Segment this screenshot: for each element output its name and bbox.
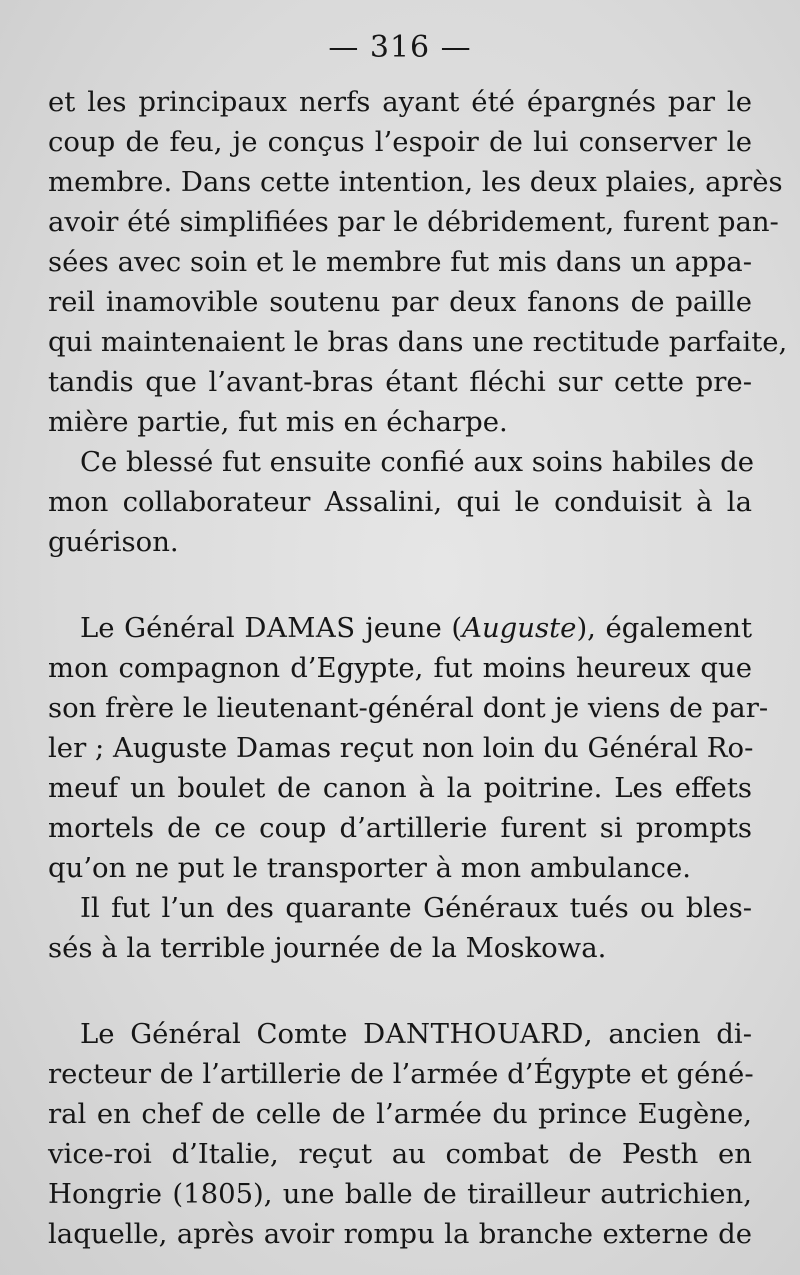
text-line: avoir été simplifiées par le débridement, furent pan- [48,206,779,238]
text-line: reil inamovible soutenu par deux fanons de paille [48,286,752,318]
text-line: ler ; Auguste Damas reçut non loin du Général Ro- [48,732,754,764]
paragraph-4 [48,888,752,968]
paragraph-3 [48,608,769,888]
text-line: Ce blessé fut ensuite confié aux soins habiles de [80,446,755,478]
text-line: qu’on ne put le transporter à mon ambulance. [48,852,691,884]
text-line [48,1014,752,1054]
text-segment: Le Général Comte [80,1018,364,1050]
text-line: mière partie, fut mis en écharpe. [48,406,508,438]
text-line: tandis que l’avant-bras étant fléchi sur cette pre- [48,366,752,398]
section-gap [48,562,752,608]
text-line: recteur de l’artillerie de l’armée d’Égypte et géné- [48,1058,754,1090]
text-line: son frère le lieutenant-général dont je viens de par- [48,692,769,724]
text-line: laquelle, après avoir rompu la branche externe de [48,1218,752,1250]
given-name-italic: Auguste [462,612,577,644]
text-line: et les principaux nerfs ayant été épargnés par le [48,86,752,118]
text-line: guérison. [48,526,179,558]
section-gap [48,968,752,1014]
general-name: DANTHOUARD [363,1018,584,1050]
text-line: sés à la terrible journée de la Moskowa. [48,932,607,964]
text-line [48,608,752,648]
text-line: sées avec soin et le membre fut mis dans un appa- [48,246,752,278]
text-line: vice-roi d’Italie, reçut au combat de Pesth en [48,1138,752,1170]
text-line: Il fut l’un des quarante Généraux tués ou bles- [80,892,752,924]
text-line: membre. Dans cette intention, les deux plaies, après [48,166,783,198]
paragraph-1 [48,82,788,442]
text-line: qui maintenaient le bras dans une rectitude parfaite, [48,326,788,358]
text-line: mon compagnon d’Egypte, fut moins heureux que [48,652,752,684]
text-segment: , ancien di- [583,1018,752,1050]
page-number: — 316 — [328,30,472,65]
general-name: DAMAS [244,612,356,644]
text-segment: jeune ( [355,612,463,644]
paragraph-5 [48,1014,752,1254]
text-line: meuf un boulet de canon à la poitrine. Les effets [48,772,752,804]
text-line: Hongrie (1805), une balle de tirailleur autrichien, [48,1178,752,1210]
text-segment: ), également [576,612,752,644]
paragraph-2 [48,442,755,562]
text-line: ral en chef de celle de l’armée du prince Eugène, [48,1098,752,1130]
text-line: coup de feu, je conçus l’espoir de lui conserver le [48,126,752,158]
body-text [48,82,788,1254]
text-line: mon collaborateur Assalini, qui le conduisit à la [48,486,752,518]
text-line: mortels de ce coup d’artillerie furent si prompts [48,812,752,844]
text-segment: Le Général [80,612,245,644]
